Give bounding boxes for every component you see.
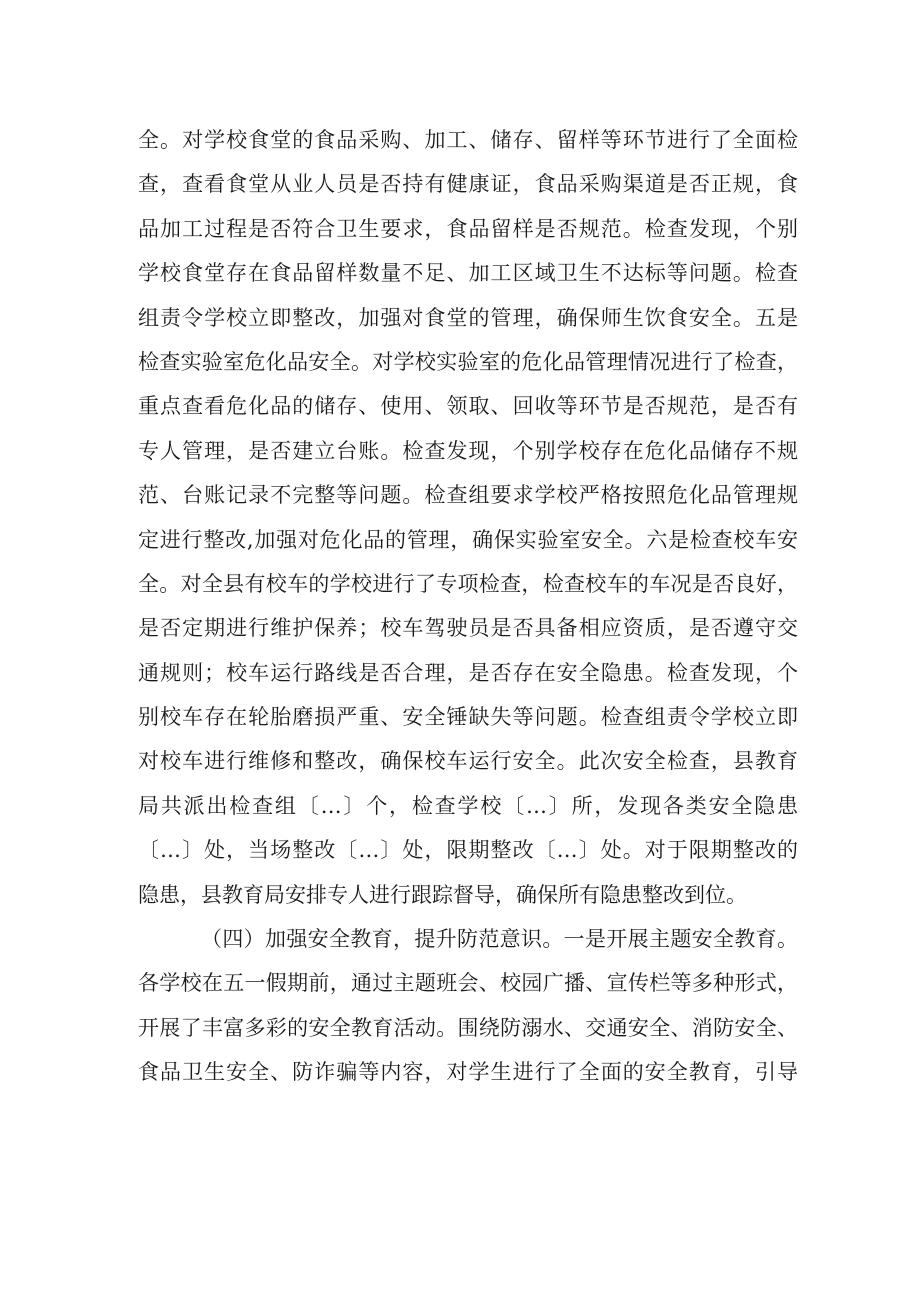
text-line: 查，查看食堂从业人员是否持有健康证，食品采购渠道是否正规，食 bbox=[138, 172, 798, 197]
text-line: 〔…〕处，当场整改〔…〕处，限期整改〔…〕处。对于限期整改的 bbox=[138, 838, 798, 863]
text-line: 通规则；校车运行路线是否合理，是否存在安全隐患。检查发现，个 bbox=[138, 660, 798, 685]
text-line: 重点查看危化品的储存、使用、领取、回收等环节是否规范，是否有 bbox=[138, 394, 798, 419]
text-line: 开展了丰富多彩的安全教育活动。围绕防溺水、交通安全、消防安全、 bbox=[138, 1015, 798, 1040]
text-line: （四）加强安全教育，提升防范意识。一是开展主题安全教育。 bbox=[201, 927, 798, 952]
text-line: 各学校在五一假期前，通过主题班会、校园广播、宣传栏等多种形式， bbox=[138, 971, 798, 996]
text-line: 全。对全县有校车的学校进行了专项检查，检查校车的车况是否良好， bbox=[138, 571, 798, 596]
text-line: 食品卫生安全、防诈骗等内容，对学生进行了全面的安全教育，引导 bbox=[138, 1060, 798, 1085]
text-line: 是否定期进行维护保养；校车驾驶员是否具备相应资质，是否遵守交 bbox=[138, 616, 798, 641]
text-line: 组责令学校立即整改，加强对食堂的管理，确保师生饮食安全。五是 bbox=[138, 305, 798, 330]
text-line: 全。对学校食堂的食品采购、加工、储存、留样等环节进行了全面检 bbox=[138, 128, 798, 152]
text-line: 检查实验室危化品安全。对学校实验室的危化品管理情况进行了检查， bbox=[138, 349, 798, 374]
text-line: 局共派出检查组〔…〕个，检查学校〔…〕所，发现各类安全隐患 bbox=[138, 793, 798, 818]
text-line: 学校食堂存在食品留样数量不足、加工区域卫生不达标等问题。检查 bbox=[138, 261, 798, 286]
text-line: 范、台账记录不完整等问题。检查组要求学校严格按照危化品管理规 bbox=[138, 483, 798, 508]
document-body-text bbox=[138, 118, 798, 1095]
text-line: 定进行整改,加强对危化品的管理，确保实验室安全。六是检查校车安 bbox=[138, 527, 798, 552]
text-line: 别校车存在轮胎磨损严重、安全锤缺失等问题。检查组责令学校立即 bbox=[138, 705, 798, 730]
text-line: 隐患，县教育局安排专人进行跟踪督导，确保所有隐患整改到位。 bbox=[138, 882, 747, 907]
text-line: 品加工过程是否符合卫生要求，食品留样是否规范。检查发现，个别 bbox=[138, 216, 798, 241]
text-line: 专人管理，是否建立台账。检查发现，个别学校存在危化品储存不规 bbox=[138, 438, 798, 463]
text-line: 对校车进行维修和整改，确保校车运行安全。此次安全检查，县教育 bbox=[138, 749, 798, 774]
